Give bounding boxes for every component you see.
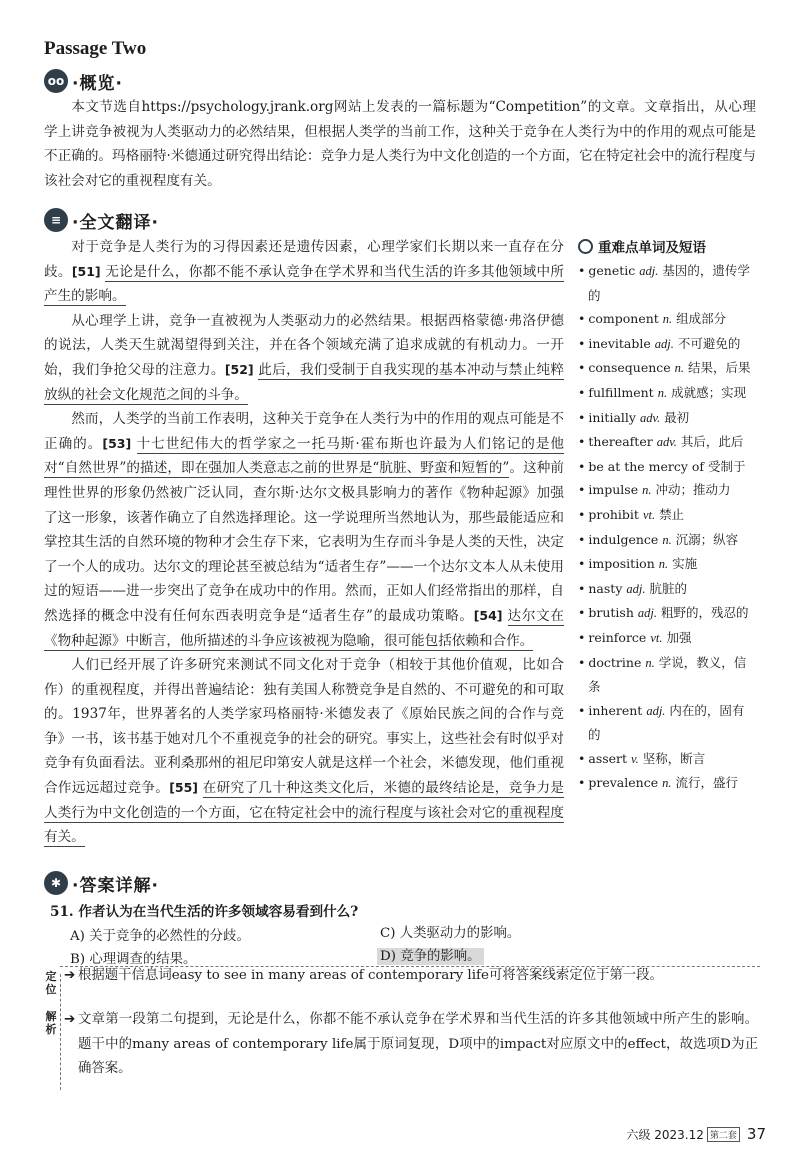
vocab-item [578, 699, 756, 747]
translation-heading-text: 全文翻译 [79, 212, 152, 233]
vocab-item [578, 747, 756, 772]
p3-underlined: 十七世纪伟大的哲学家之一托马斯·霍布斯也许最为人们铭记的是他对“自然世界”的描述，即在强加人类意志之前的世界是“肮脏、野蛮和短暂的” [44, 435, 565, 477]
vocab-word: reinforce [588, 629, 647, 645]
vocab-title [578, 236, 756, 256]
vocab-word: component [588, 311, 659, 327]
locate-arrow-icon: ➔ [64, 968, 76, 983]
vocab-pos: n. [657, 385, 668, 400]
vocab-pos: adj. [654, 336, 674, 351]
vocab-pos: v. [631, 751, 639, 766]
vocab-pos: adv. [656, 435, 677, 450]
page-footer [626, 1125, 766, 1143]
p1-underlined: 无论是什么，你都不能不承认竞争在学术界和当代生活的许多其他领域中所产生的影响。 [44, 263, 565, 305]
marker-51: [51] [71, 263, 101, 279]
p2-underlined: 此后，我们受制于自我实现的基本冲动与禁止纯粹放纵的社会文化规范之间的斗争。 [44, 361, 564, 403]
vocab-pos: adj. [639, 264, 659, 278]
vocab-item [578, 430, 756, 455]
vocab-word: genetic [588, 263, 636, 278]
p2-text: 从心理学上讲，竞争一直被视为人类驱动力的必然结果。根据西格蒙德·弗洛伊德的说法，人类天生就渴望得到关注，并在各个领域充满了追求成就的有机动力。一开始，我们争抢父母的注意力。 [44, 312, 564, 378]
p1-text: 对于竞争是人类行为的习得因素还是遗传因素，心理学家们长期以来一直存在分歧。 [44, 239, 564, 280]
lens-icon [578, 239, 593, 254]
vocab-item [578, 626, 756, 651]
marker-54: [54] [473, 607, 503, 623]
vocab-pos: adj. [646, 703, 666, 718]
vocab-meaning: 其后，此后 [680, 434, 744, 450]
vocab-pos: n. [658, 557, 669, 572]
vocab-item [578, 577, 756, 602]
vocab-word: prohibit [588, 506, 639, 522]
vocab-item [578, 307, 756, 332]
vocab-pos: n. [645, 655, 655, 670]
locate-text: 根据题干信息词easy to see in many areas of contemporary life可将答案线索定位于第一段。 [78, 968, 663, 983]
analysis-arrow-icon: ➔ [64, 1012, 76, 1027]
question-51: 51. 作者认为在当代生活的许多领域容易看到什么? [50, 904, 359, 920]
vocab-word: initially [588, 409, 636, 425]
vocab-item [578, 601, 756, 626]
vocab-word: impulse [588, 482, 639, 498]
translation-paragraph-4 [44, 653, 564, 850]
vocab-word: consequence [588, 360, 671, 376]
translation-body [44, 235, 564, 850]
overview-heading-text: 概览 [79, 73, 116, 94]
vocab-item [578, 455, 756, 479]
vocab-item [578, 406, 756, 431]
vocab-item [578, 381, 756, 406]
vocab-item [578, 332, 756, 357]
vocab-pos: n. [662, 776, 672, 791]
vocab-meaning: 结果，后果 [688, 360, 751, 376]
vocab-item [578, 651, 756, 699]
overview-heading: oo ·概览· [44, 68, 123, 94]
analysis-tag: 解析 [45, 1010, 57, 1036]
vocab-pos: n. [662, 312, 673, 327]
option-c: C) 人类驱动力的影响。 [380, 926, 521, 941]
vocab-word: indulgence [588, 531, 659, 547]
p3-text: 然而，人类学的当前工作表明，这种关于竞争在人类行为中的作用的观点可能是不正确的。 [44, 411, 564, 452]
vocab-pos: vt. [642, 507, 656, 522]
vocab-meaning: 受制于 [708, 458, 746, 474]
p4-underlined: 在研究了几十种这类文化后，米德的最终结论是，竞争力是人类行为中文化创造的一个方面，它在特定社会中的流行程度与该社会对它的重视程度有关。 [44, 780, 565, 846]
vocab-word: thereafter [588, 434, 653, 450]
vocab-word: nasty [588, 580, 623, 596]
vocab-pos: n. [642, 483, 652, 498]
vocab-meaning: 粗野的，残忍的 [660, 605, 749, 621]
answers-heading: ✱ ·答案详解· [44, 870, 159, 896]
vocab-meaning: 流行，盛行 [675, 775, 738, 791]
explanation-rail [60, 974, 61, 1090]
vocab-word: assert [588, 750, 628, 766]
vocab-meaning: 沉溺；纵容 [675, 531, 739, 547]
document-icon: ≡ [44, 208, 68, 232]
vocab-meaning: 成就感；实现 [671, 384, 747, 400]
vocab-meaning: 实施 [672, 556, 698, 572]
vocab-panel [578, 236, 756, 796]
vocab-word: doctrine [588, 654, 642, 670]
overview-text: 本文节选自https://psychology.jrank.org网站上发表的一篇标题为“Competition”的文章。文章指出，从心理学上讲竞争被视为人类驱动力的必然结果，但根据人类学的当前工作，这种关于竞争在人类行为中的作用的观点可能是不正确的。玛格丽特·米德通过研究得出结论：竞争力是人类行为中文化创造的一个方面，它在特定社会中的流行程度与该社会对它的重视程度有关。 [44, 99, 756, 189]
page-number: 37 [746, 1125, 766, 1143]
p3-text-2: 。这种前理性世界的形象仍然被广泛认同，查尔斯·达尔文极具影响力的著作《物种起源》加强了这一形象，该著作确立了自然选择理论。这一学说理所当然地认为，那些最能适应和掌控其生活的自然环境的物种才会生存下来，它表明为生存而斗争是人类的天性，决定了一个人的成功。达尔文的理论甚至被总结为“适者生存”——一个达尔文本人从未使用过的短语——进一步突出了竞争在成功中的作用。然而，正如人们经常指出的那样，自然选择的概念中没有任何东西表明竞争是“适者生存”的最成功策略。 [44, 460, 565, 624]
vocab-meaning: 最初 [664, 409, 690, 425]
vocab-word: prevalence [588, 775, 659, 791]
vocab-meaning: 不可避免的 [677, 335, 741, 351]
vocab-word: inevitable [588, 335, 651, 351]
passage-title: Passage Two [44, 38, 147, 59]
vocab-pos: adj. [637, 606, 657, 621]
marker-53: [53] [102, 435, 132, 451]
option-b: B) 心理调查的结果。 [70, 952, 197, 967]
translation-paragraph-3 [44, 407, 564, 653]
vocab-item [578, 478, 756, 503]
marker-52: [52] [224, 361, 254, 377]
lightbulb-icon: ✱ [44, 871, 68, 895]
answers-heading-text: 答案详解 [79, 875, 152, 896]
vocab-pos: adv. [639, 410, 661, 425]
vocab-word: imposition [588, 556, 655, 572]
translation-paragraph-2 [44, 309, 564, 407]
footer-exam: 六级 2023.12 [626, 1127, 704, 1142]
marker-55: [55] [169, 780, 199, 796]
vocab-pos: n. [662, 532, 672, 547]
vocab-meaning: 内在的，固有的 [588, 702, 745, 743]
option-a: A) 关于竞争的必然性的分歧。 [70, 929, 250, 944]
p3-underlined-2: 达尔文在《物种起源》中断言，他所描述的斗争应该被视为隐喻，很可能包括依赖和合作。 [44, 607, 565, 649]
vocab-meaning: 坚称，断言 [642, 750, 706, 766]
vocab-item [578, 503, 756, 528]
vocab-pos: vt. [650, 630, 663, 645]
vocab-item [578, 552, 756, 577]
vocab-word: inherent [588, 702, 643, 718]
p4-text: 人们已经开展了许多研究来测试不同文化对于竞争（相较于其他价值观，比如合作）的重视程度，并得出普遍结论：独有美国人称赞竞争是自然的、不可避免的和可取的。1937年，世界著名的人类学家玛格丽特·米德发表了《原始民族之间的合作与竞争》一书，该书基于她对几个不重视竞争的社会的研究。事实上，这些社会有时似乎对竞争有负面看法。亚利桑那州的祖尼印第安人就是这样一个社会，米德发现，他们重视合作远远超过竞争。 [44, 657, 564, 797]
translation-paragraph-1 [44, 235, 564, 309]
vocab-pos: adj. [626, 581, 646, 596]
vocab-list [578, 259, 756, 796]
vocab-word: be at the mercy of [588, 458, 705, 474]
translation-heading: ≡ ·全文翻译· [44, 207, 159, 233]
vocab-meaning: 禁止 [659, 506, 685, 522]
vocab-meaning: 冲动；推动力 [655, 482, 731, 498]
footer-set: 第二套 [707, 1127, 740, 1142]
vocab-pos: n. [674, 361, 685, 376]
vocab-word: fulfillment [588, 384, 654, 400]
locate-tag: 定位 [45, 970, 57, 996]
vocab-item [578, 771, 756, 796]
vocab-item [578, 259, 756, 307]
glasses-icon: oo [44, 69, 68, 93]
vocab-item [578, 528, 756, 553]
option-d [377, 945, 484, 964]
analysis-text: 文章第一段第二句提到，无论是什么，你都不能不承认竞争在学术界和当代生活的许多其他领域中所产生的影响。题干中的many areas of contemporary life属于原词复现，D项中的impact对应原文中的effect，故选项D为正确答案。 [78, 1012, 758, 1077]
vocab-meaning: 组成部分 [676, 311, 727, 327]
vocab-item [578, 356, 756, 381]
vocab-meaning: 学说，教义，信条 [588, 654, 747, 695]
vocab-word: brutish [588, 605, 634, 621]
vocab-title-text: 重难点单词及短语 [598, 240, 706, 256]
vocab-meaning: 基因的，遗传学的 [588, 263, 750, 303]
option-d-highlight: D) 竞争的影响。 [377, 948, 484, 965]
vocab-meaning: 加强 [666, 629, 692, 645]
vocab-meaning: 肮脏的 [649, 580, 687, 596]
